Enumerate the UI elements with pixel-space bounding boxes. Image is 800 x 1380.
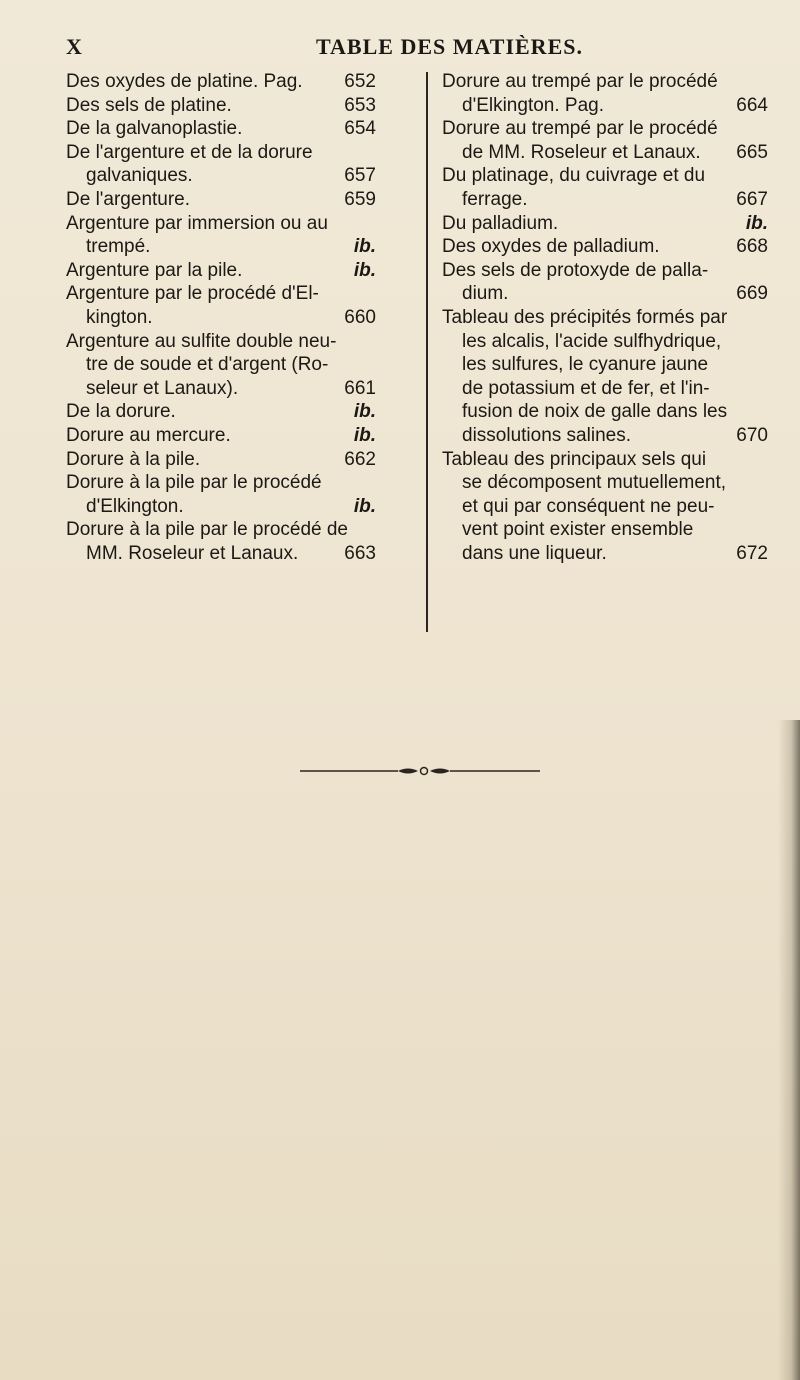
toc-page-number: 664: [736, 94, 768, 116]
toc-page-number: 660: [344, 306, 376, 328]
toc-page-number: 652: [344, 71, 376, 92]
toc-entry-line: Des oxydes de palladium.: [442, 236, 660, 258]
toc-entry-line: Dorure à la pile par le procédé: [66, 472, 322, 494]
toc-entry-line: de MM. Roseleur et Lanaux.: [462, 141, 701, 163]
toc-entry-line: dans une liqueur.: [462, 542, 607, 564]
toc-entry: [66, 259, 376, 283]
toc-entry-line: Des sels de platine.: [66, 94, 232, 116]
toc-entry-line: De la galvanoplastie.: [66, 118, 243, 140]
toc-entry-line: fusion de noix de galle dans les: [462, 401, 728, 423]
toc-entry-line: Dorure au mercure.: [66, 424, 231, 446]
toc-entry-line: les alcalis, l'acide sulfhydrique,: [462, 330, 722, 352]
toc-entry-line: d'Elkington. Pag.: [462, 94, 604, 116]
toc-page-number: ib.: [353, 424, 376, 446]
toc-entry-line: MM. Roseleur et Lanaux.: [86, 542, 299, 564]
toc-entry-line: se décomposent mutuellement,: [462, 472, 727, 494]
toc-entry-line: de potassium et de fer, et l'in-: [462, 377, 710, 399]
toc-right-column: [442, 70, 768, 565]
toc-page-number: 669: [736, 283, 768, 305]
toc-entry: [66, 188, 376, 212]
toc-entry: [66, 330, 376, 401]
toc-entry: [442, 259, 768, 306]
toc-entry: [66, 400, 376, 424]
toc-page-number: 654: [344, 118, 376, 140]
toc-page-number: ib.: [353, 401, 376, 423]
toc-page-number: 659: [344, 188, 376, 210]
column-divider: [426, 72, 428, 632]
toc-entry: [442, 70, 768, 117]
toc-entry: [442, 448, 768, 566]
toc-page-number: 662: [344, 448, 376, 470]
toc-entry-line: Argenture au sulfite double neu-: [66, 330, 337, 352]
toc-entry-line: Tableau des principaux sels qui: [442, 448, 707, 470]
toc-entry-line: Tableau des précipités formés par: [442, 306, 728, 328]
toc-entry-line: les sulfures, le cyanure jaune: [462, 354, 709, 376]
toc-entry-line: Dorure à la pile par le procédé de: [66, 519, 349, 541]
toc-left-column: [66, 70, 376, 565]
toc-entry-line: dissolutions salines.: [462, 424, 631, 446]
toc-page-number: ib.: [353, 495, 376, 517]
toc-page-number: ib.: [353, 236, 376, 258]
toc-entry-line: galvaniques.: [86, 165, 193, 187]
toc-page-number: ib.: [353, 259, 376, 281]
page-header: [66, 34, 756, 64]
toc-entry-line: vent point exister ensemble: [462, 519, 694, 541]
toc-page-number: 668: [736, 236, 768, 258]
toc-entry-line: Argenture par immersion ou au: [66, 212, 328, 234]
toc-page-number: 670: [736, 424, 768, 446]
toc-entry: [66, 141, 376, 188]
toc-page-number: 667: [736, 188, 768, 210]
toc-entry-line: De la dorure.: [66, 401, 176, 423]
toc-entry: [442, 235, 768, 259]
toc-entry-line: d'Elkington.: [86, 495, 184, 517]
toc-entry-line: Dorure au trempé par le procédé: [442, 71, 718, 92]
toc-entry-line: Du palladium.: [442, 212, 559, 234]
toc-entry-line: Des sels de protoxyde de palla-: [442, 259, 709, 281]
toc-page-number: 672: [736, 542, 768, 564]
toc-entry-line: Argenture par le procédé d'El-: [66, 283, 319, 305]
toc-entry: [66, 94, 376, 118]
toc-entry-line: trempé.: [86, 236, 151, 258]
toc-entry: [66, 117, 376, 141]
toc-entry-line: De l'argenture.: [66, 188, 191, 210]
toc-entry-line: Du platinage, du cuivrage et du: [442, 165, 706, 187]
toc-page-number: 661: [344, 377, 376, 399]
end-ornament: [300, 765, 540, 777]
toc-entry: [66, 471, 376, 518]
toc-entry: [66, 212, 376, 259]
toc-entry: [442, 306, 768, 448]
toc-entry-line: ferrage.: [462, 188, 528, 210]
toc-entry: [442, 212, 768, 236]
toc-entry-line: Dorure à la pile.: [66, 448, 201, 470]
toc-entry-line: et qui par conséquent ne peu-: [462, 495, 715, 517]
toc-entry-line: kington.: [86, 306, 153, 328]
toc-entry: [442, 164, 768, 211]
toc-entry-line: seleur et Lanaux).: [86, 377, 239, 399]
toc-entry: [66, 448, 376, 472]
toc-entry-line: Des oxydes de platine. Pag.: [66, 71, 303, 92]
page-folio: X: [66, 34, 82, 59]
toc-page-number: ib.: [745, 212, 768, 234]
toc-entry: [442, 117, 768, 164]
toc-entry: [66, 70, 376, 94]
toc-entry: [66, 518, 376, 565]
toc-entry-line: dium.: [462, 283, 509, 305]
toc-page-number: 665: [736, 141, 768, 163]
toc-entry-line: tre de soude et d'argent (Ro-: [86, 354, 329, 376]
toc-entry: [66, 424, 376, 448]
toc-entry-line: Dorure au trempé par le procédé: [442, 118, 718, 140]
toc-page-number: 653: [344, 94, 376, 116]
toc-entry-line: Argenture par la pile.: [66, 259, 243, 281]
toc-page-number: 663: [344, 542, 376, 564]
toc-entry-line: De l'argenture et de la dorure: [66, 141, 313, 163]
running-title: TABLE DES MATIÈRES.: [316, 34, 583, 59]
toc-page-number: 657: [344, 165, 376, 187]
toc-entry: [66, 282, 376, 329]
